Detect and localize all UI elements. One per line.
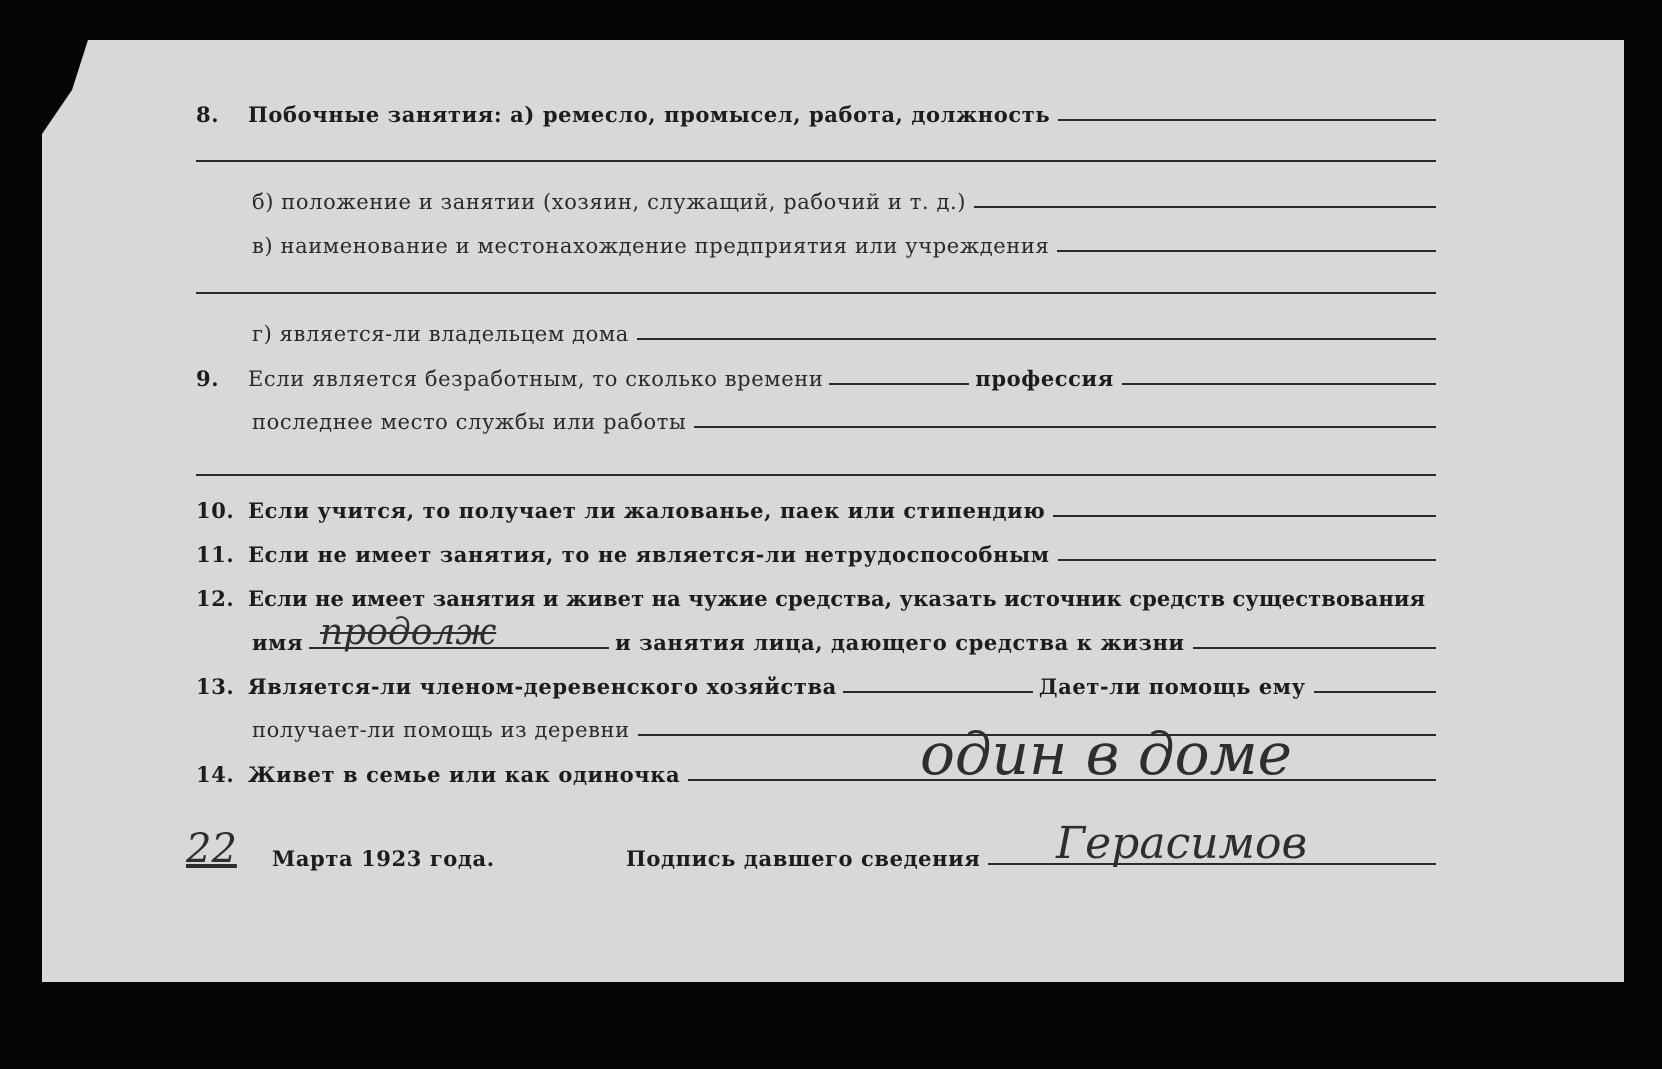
question-10 <box>196 498 1436 523</box>
answer-line <box>1053 514 1436 517</box>
question-text: последнее место службы или работы <box>252 410 687 434</box>
question-text: Если учится, то получает ли жалованье, паек или стипендию <box>248 498 1046 523</box>
question-text: и занятия лица, дающего средства к жизни <box>615 630 1185 655</box>
handwritten-answer: один в доме <box>920 720 1292 788</box>
answer-line <box>1058 118 1436 121</box>
question-number: 11. <box>196 542 235 567</box>
question-number: 9. <box>196 366 220 391</box>
answer-line <box>196 292 1436 294</box>
answer-line <box>196 160 1436 162</box>
answer-line <box>1193 646 1436 649</box>
answer-line <box>196 474 1436 476</box>
question-number: 13. <box>196 674 235 699</box>
answer-line <box>1058 558 1436 561</box>
question-text: Если не имеет занятия, то не является-ли нетрудоспособным <box>248 542 1050 567</box>
date-line <box>272 846 495 871</box>
answer-line <box>1057 249 1436 252</box>
answer-line <box>843 690 1033 693</box>
question-9 <box>196 366 1436 391</box>
answer-line <box>694 425 1436 428</box>
answer-line <box>637 337 1436 340</box>
question-8b <box>252 190 1436 214</box>
question-13 <box>196 674 1436 699</box>
question-8 <box>196 102 1436 127</box>
question-12 <box>196 586 1436 611</box>
question-text: б) положение и занятии (хозяин, служащий, рабочий и т. д.) <box>252 190 967 214</box>
question-9-line2 <box>252 410 1436 434</box>
profession-label: профессия <box>975 366 1114 391</box>
question-text: Живет в семье или как одиночка <box>248 762 681 787</box>
question-number: 8. <box>196 102 220 127</box>
question-text: Если не имеет занятия и живет на чужие средства, указать источник средств существования <box>248 586 1426 611</box>
question-text: Если является безработным, то сколько времени <box>248 367 824 391</box>
signature-label: Подпись давшего сведения <box>626 846 981 871</box>
answer-line <box>829 382 969 385</box>
question-text: в) наименование и местонахождение предприятия или учреждения <box>252 234 1050 258</box>
question-number: 14. <box>196 762 235 787</box>
question-number: 10. <box>196 498 235 523</box>
handwritten-day: 22 <box>186 826 237 872</box>
answer-line <box>1314 690 1436 693</box>
help-label: Дает-ли помощь ему <box>1038 674 1306 699</box>
answer-line <box>974 205 1436 208</box>
question-text: получает-ли помощь из деревни <box>252 718 630 742</box>
question-11 <box>196 542 1436 567</box>
handwritten-signature: Герасимов <box>1056 818 1308 869</box>
question-8v <box>252 234 1436 258</box>
name-label: имя <box>252 630 304 655</box>
handwritten-name: продолж <box>320 612 497 653</box>
month-year: Марта 1923 года. <box>272 846 495 871</box>
question-number: 12. <box>196 586 235 611</box>
signature-line <box>626 846 1436 871</box>
question-text: г) является-ли владельцем дома <box>252 322 629 346</box>
question-8g <box>252 322 1436 346</box>
question-text: Является-ли членом-деревенского хозяйства <box>248 674 837 699</box>
question-text: Побочные занятия: а) ремесло, промысел, работа, должность <box>248 102 1051 127</box>
answer-line <box>1122 382 1436 385</box>
